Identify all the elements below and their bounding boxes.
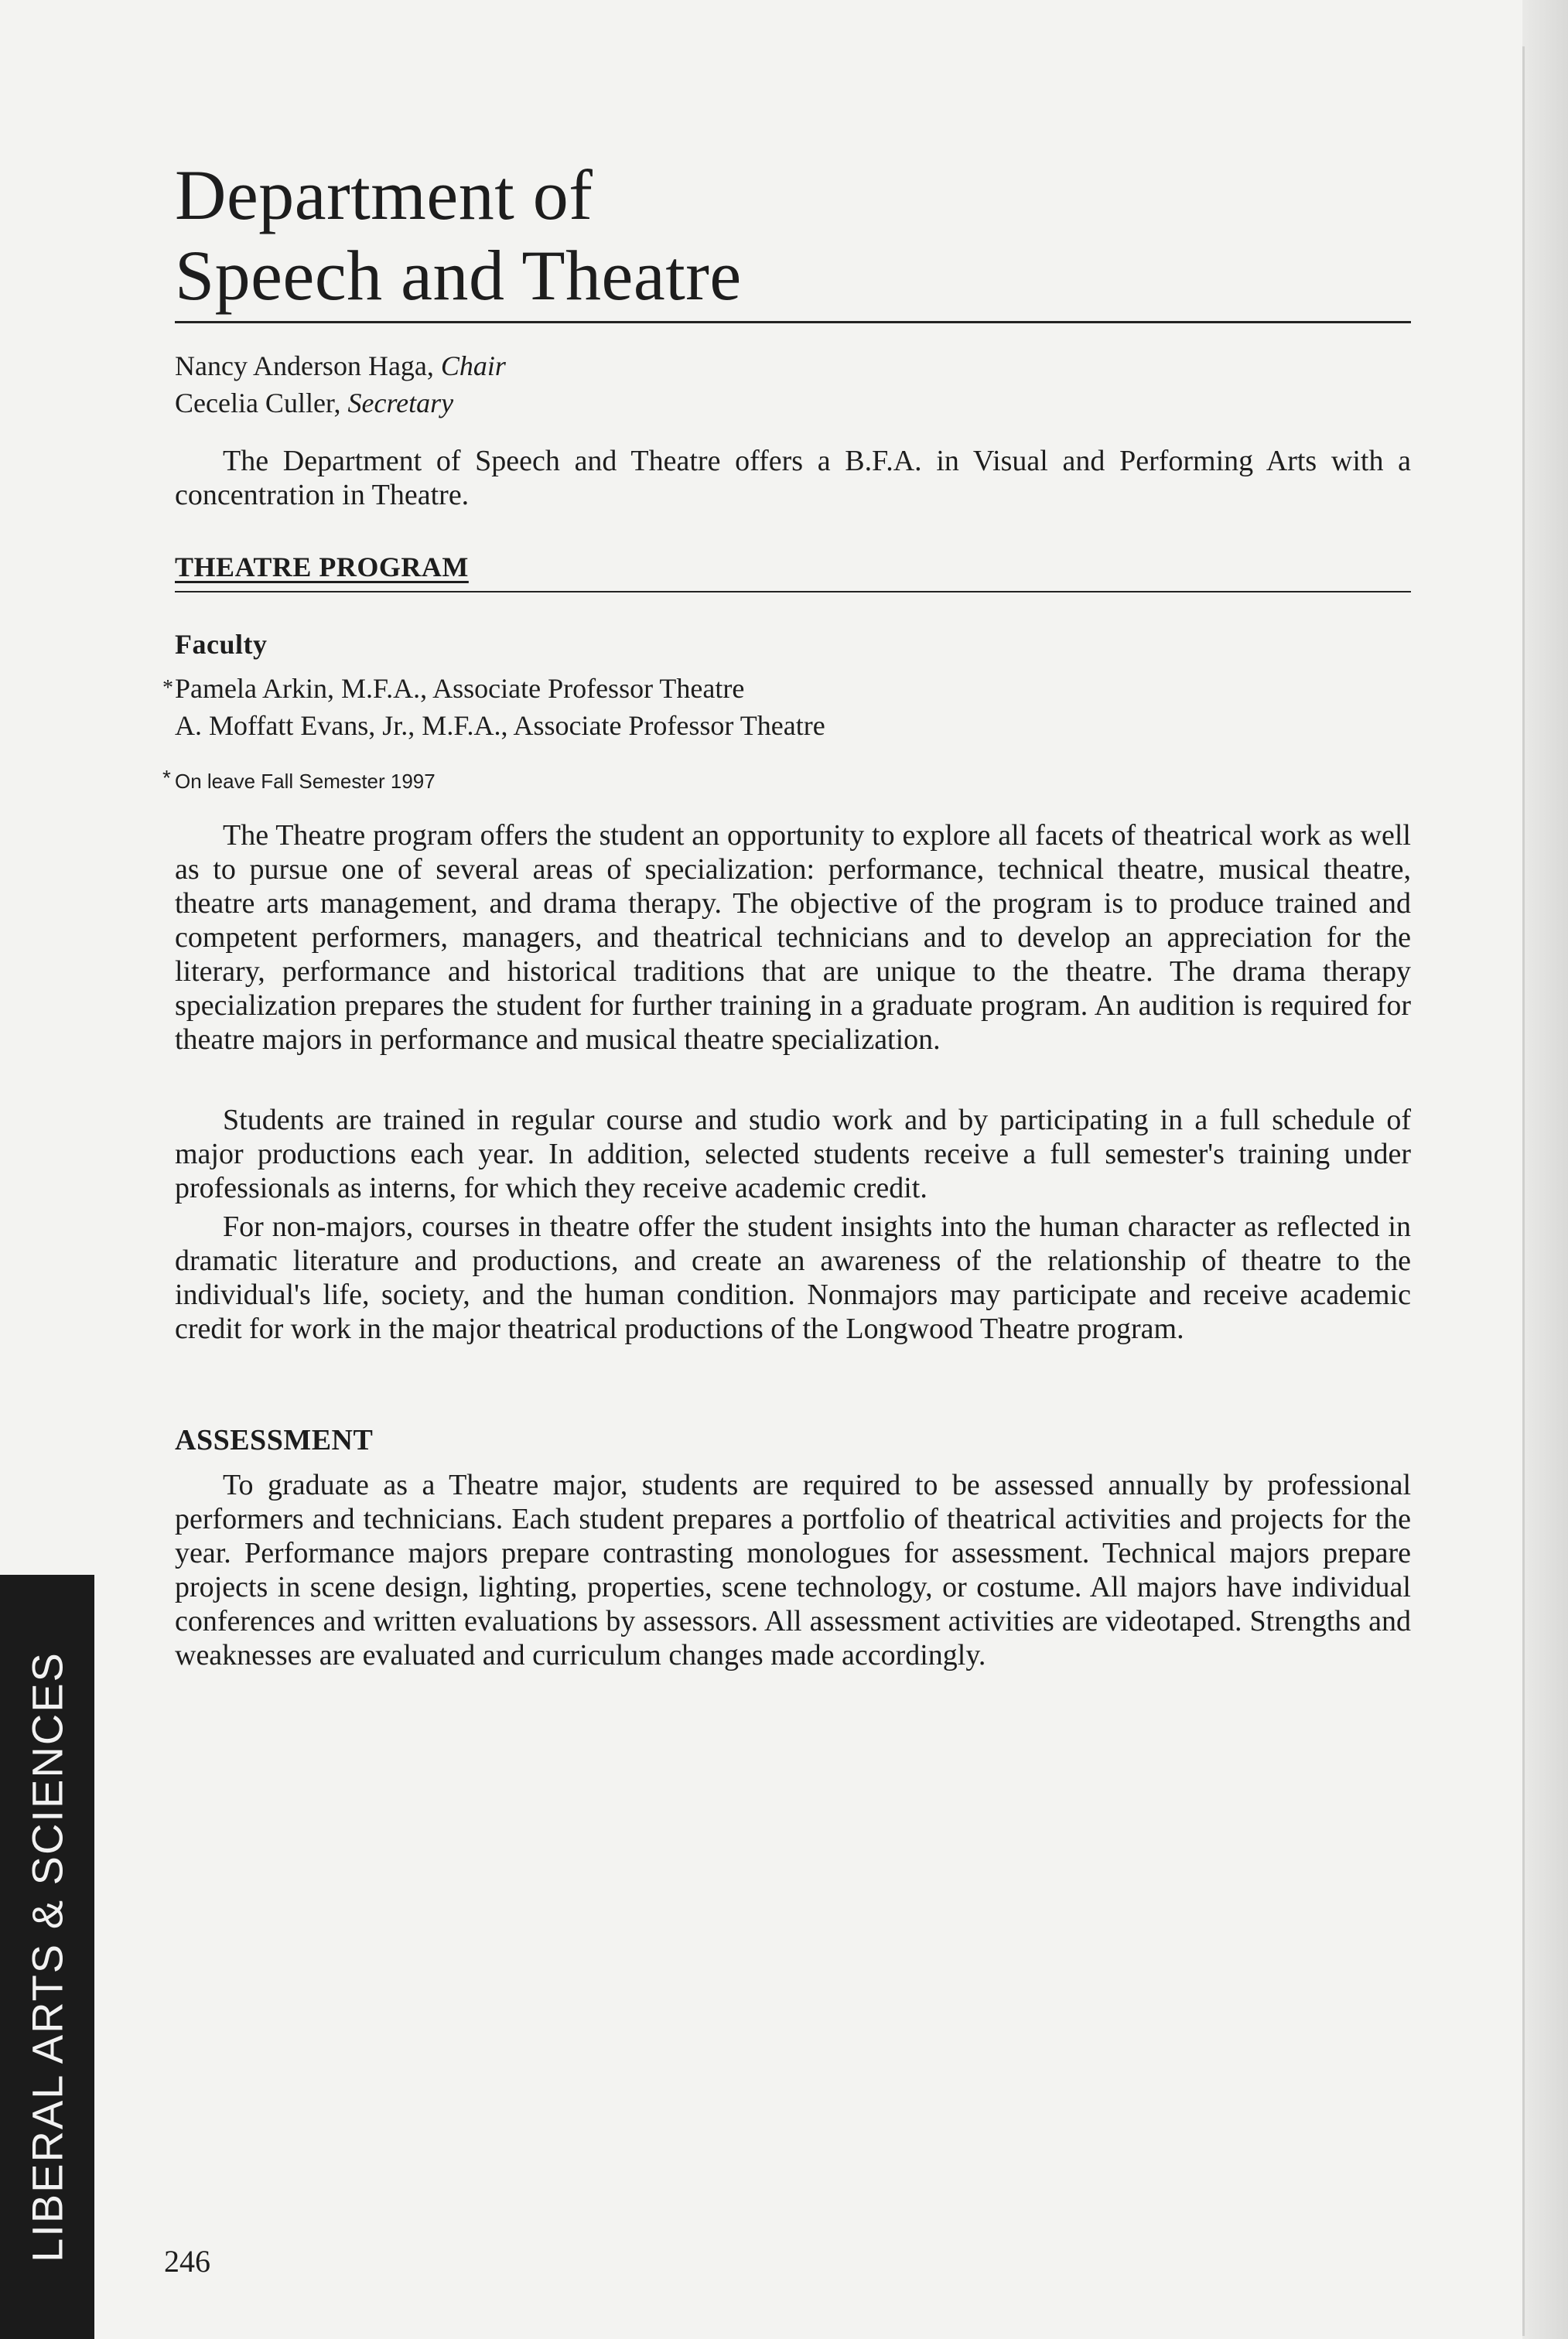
staff-secretary: Cecelia Culler, Secretary [175,388,454,418]
program-paragraph-3: For non-majors, courses in theatre offer the student insights into the human character as reflected in dramatic literature and productions, and create an awareness of the relationship of theatre to the individual's life, society, and the human condition. Nonmajors may participate and receive academic credit for work in the major theatrical productions of the Longwood Theatre program. [175,1210,1411,1345]
staff-chair: Nancy Anderson Haga, Chair [175,350,506,381]
faculty-footnote: * On leave Fall Semester 1997 [162,766,436,793]
page-title [175,155,1413,316]
page-gutter-shade [1522,0,1568,2339]
intro-paragraph: The Department of Speech and Theatre offers a B.F.A. in Visual and Performing Arts with a concentration in Theatre. [175,445,1411,511]
assessment-paragraph: To graduate as a Theatre major, students are required to be assessed annually by professional performers and technicians. Each student prepares a portfolio of theatrical activities and projects for the year. Performance majors prepare contrasting monologues for assessment. Technical majors prepare projects in scene design, lighting, properties, scene technology, or costume. All majors have individual conferences and written evaluations by assessors. All assessment activities are videotaped. Strengths and weaknesses are evaluated and curriculum changes made accordingly. [175,1469,1411,1671]
asterisk-icon: * [162,766,171,790]
department-staff [175,347,1335,422]
faculty-heading: Faculty [175,629,268,660]
asterisk-icon: * [162,676,173,700]
theatre-program-heading: THEATRE PROGRAM [175,551,469,582]
page-title-line-2: Speech and Theatre [175,236,742,315]
assessment-heading: ASSESSMENT [175,1424,374,1456]
faculty-member: *Pamela Arkin, M.F.A., Associate Professor Theatre [162,670,825,707]
page-title-line-1: Department of [175,155,593,234]
program-paragraph-1: The Theatre program offers the student an opportunity to explore all facets of theatrical work as well as to pursue one of several areas of specialization: performance, technical theatre, musical theatre, theatre arts management, and drama therapy. The objective of the program is to produce trained and competent performers, managers, and theatrical technicians and to develop an appreciation for the literary, performance and historical traditions that are unique to the theatre. The drama therapy specialization prepares the student for further training in a graduate program. An audition is required for theatre majors in performance and musical theatre specialization. [175,819,1411,1056]
title-divider [175,321,1411,323]
program-divider [175,591,1411,592]
program-paragraph-2: Students are trained in regular course and studio work and by participating in a full schedule of major productions each year. In addition, selected students receive a full semester's training under professionals as interns, for which they receive academic credit. [175,1104,1411,1204]
faculty-member: A. Moffatt Evans, Jr., M.F.A., Associate Professor Theatre [175,710,825,741]
side-tab-label: LIBERAL ARTS & SCIENCES [22,1651,72,2262]
page-number: 246 [164,2244,210,2279]
faculty-list [162,670,825,744]
page-edge [1522,46,1525,2336]
